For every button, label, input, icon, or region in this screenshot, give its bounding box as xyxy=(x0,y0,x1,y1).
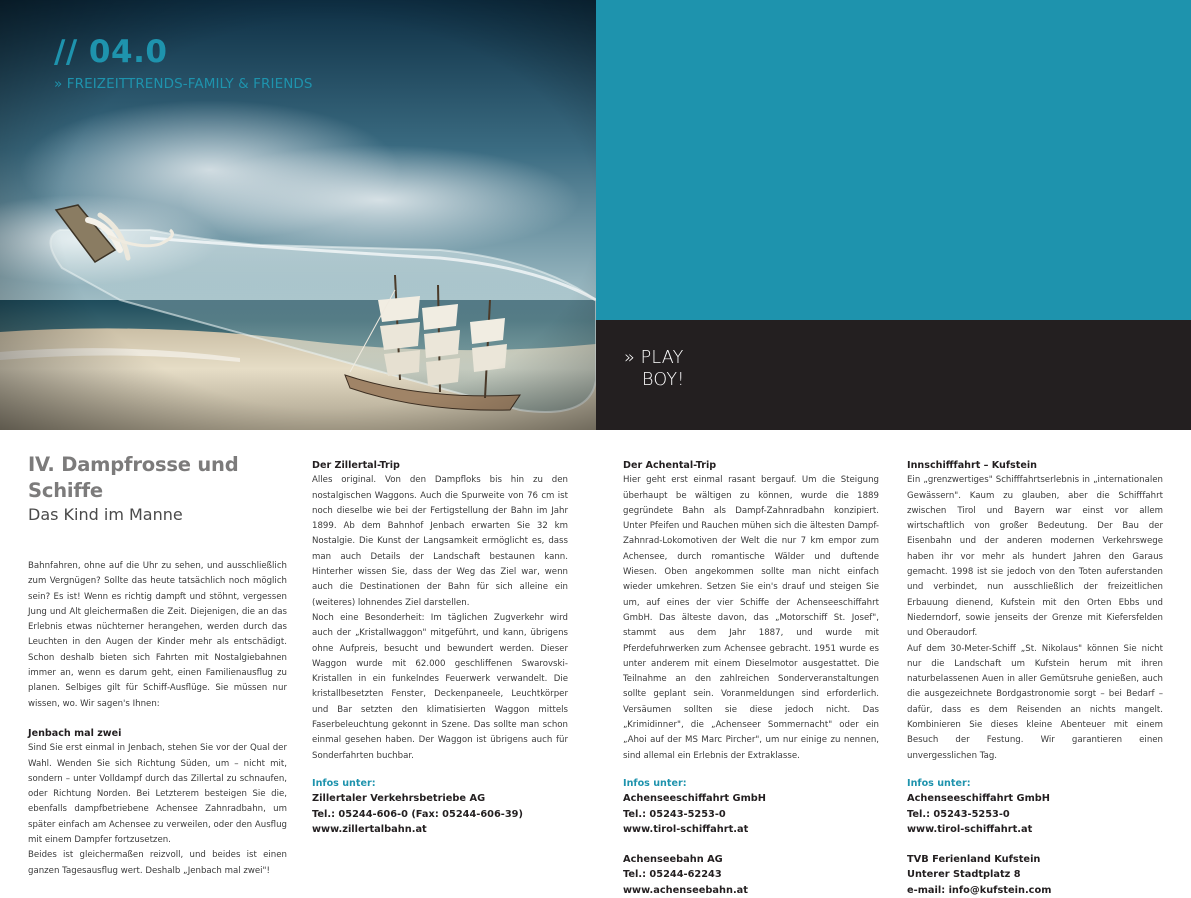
info-heading: Infos unter: xyxy=(312,777,376,789)
innschifffahrt-paragraph-2: Auf dem 30-Meter-Schiff „St. Nikolaus" können Sie nicht nur die Landschaft um Kufstein herum mit ihren naturbelassenen Auen in aller Gemütsruhe genießen, auch die ausgezeichnete Bordgastronomie sorgt – bei Bedarf – dafür, dass es dem Reisenden an nichts mangelt. Kombinieren Sie dieses kleine Abenteuer mit einem Besuch der Festung. Wir garantieren einen unvergesslichen Tag. xyxy=(907,643,1163,761)
innschifffahrt-paragraph-1: Ein „grenzwertiges" Schifffahrtserlebnis in „internationalen Gewässern". Kaum zu glauben, aber die Schifffahrt zwischen Tirol und Bayern war einst vor allem wirtschaftlich von großer Bedeutung. Der Bau der Eisenbahn und der anderen modernen Verkehrswege haben ihr vor mehr als hundert Jahren den Garaus gemacht. 1998 ist sie jedoch von den Toten auferstanden und verbindet, nun ausschließlich der freizeitlichen Erbauung dienend, Kufstein mit den Orten Ebbs und Niederndorf, sowie jenseits der Grenze mit Kiefersfelden und Oberaudorf. xyxy=(907,475,1163,639)
section-subtitle: » FREIZEITTRENDS-FAMILY & FRIENDS xyxy=(54,76,313,92)
info-heading: Infos unter: xyxy=(623,777,687,789)
section-heading-zillertal: Der Zillertal-Trip xyxy=(312,460,400,471)
section-number: // 04.0 xyxy=(54,34,168,70)
jenbach-paragraph-2: Beides ist gleichermaßen reizvoll, und beides ist einen ganzen Tagesausflug wert. Deshalb „Jenbach mal zwei"! xyxy=(28,850,287,876)
info-company: Achenseeschiffahrt GmbH xyxy=(907,793,1050,805)
info-company: Zillertaler Verkehrsbetriebe AG xyxy=(312,793,486,805)
info-company: Achenseebahn AG xyxy=(623,854,723,866)
info-website-link[interactable]: www.tirol-schiffahrt.at xyxy=(907,823,1033,835)
info-organization: TVB Ferienland Kufstein xyxy=(907,854,1041,866)
jenbach-paragraph-1: Sind Sie erst einmal in Jenbach, stehen Sie vor der Qual der Wahl. Wenden Sie sich Richtung Süden, um – nicht mit, sondern – unter Volldampf durch das Zillertal zu schnaufen, oder Richtung Norden. Bei Letzterem besteigen Sie die, ebenfalls dampfbetriebene Achensee Zahnradbahn, um später einfach am Achensee zu verweilen, oder den Ausflug mit einem Dampfer fortzusetzen. xyxy=(28,743,287,846)
play-boy-label xyxy=(624,347,684,391)
zillertal-paragraph-1: Alles original. Von den Dampfloks bis hin zu den nostalgischen Waggons. Auch die Spurweite von 76 cm ist noch dieselbe wie bei der Fertigstellung der Bahn im Jahr 1899. Ab dem Bahnhof Jenbach erwarten Sie 32 km Nostalgie. Die Kunst der Langsamkeit ermöglicht es, dass man auch Details der Landschaft bestaunen kann. Hinterher wissen Sie, dass der Weg das Ziel war, wenn auch die Destinationen der Bahn für sich alleine ein (weiteres) lohnendes Ziel darstellen. xyxy=(312,475,568,608)
zillertal-paragraph-2: Noch eine Besonderheit: Im täglichen Zugverkehr wird auch der „Kristallwaggon" mitgeführt, und kann, übrigens ohne Aufpreis, besucht und bewundert werden. Dieser Waggon wurde mit 62.000 geschliffenen Swarovski-Kristallen in ein funkelndes Feuerwerk verwandelt. Die kristallbesetzten Fenster, Deckenpaneele, Leuchtkörper und Bar setzten den klimatisierten Waggon mittels Faserbeleuchtung gekonnt in Szene. Das sollte man schon einmal gesehen haben. Der Waggon ist übrigens auch für Sonderfahrten buchbar. xyxy=(312,612,568,761)
intro-paragraph: Bahnfahren, ohne auf die Uhr zu sehen, und ausschließlich zum Vergnügen? Sollte das heute tatsächlich noch möglich sein? Es ist! Wenn es richtig dampft und stöhnt, vergessen Jung und Alt gleichermaßen die Zeit. Diejenigen, die an das Erlebnis etwas nüchterner herangehen, werden durch das Leuchten in den Augen der Kinder mehr als entschädigt. Schon deshalb bieten sich Fahrten mit Nostalgiebahnen immer an, wenn es darum geht, einen Familienausflug zu planen. Selbiges gilt für Schiff-Ausflüge. Sie müssen nur wissen, wo. Wir sagen's Ihnen: xyxy=(28,561,287,709)
column-1 xyxy=(28,452,287,879)
dark-color-block xyxy=(596,320,1191,430)
info-heading: Infos unter: xyxy=(907,777,971,789)
section-heading-jenbach: Jenbach mal zwei xyxy=(28,727,122,739)
info-website-link[interactable]: www.zillertalbahn.at xyxy=(312,823,427,835)
info-phone: Tel.: 05244-606-0 (Fax: 05244-606-39) xyxy=(312,808,523,820)
info-phone: Tel.: 05244-62243 xyxy=(623,869,722,881)
column-2 xyxy=(312,458,568,837)
info-address: Unterer Stadtplatz 8 xyxy=(907,869,1021,881)
info-website-link[interactable]: www.achenseebahn.at xyxy=(623,884,748,896)
achental-paragraph: Hier geht erst einmal rasant bergauf. Um die Steigung überhaupt be wältigen zu können, wurde die 1889 gegründete Bahn als Dampf-Zahnradbahn konzipiert. Unter Pfeifen und Rauchen mühen sich die ältesten Dampf-Zahnrad-Lokomotiven der Welt die nur 7 km empor zum Achensee, durch romantische Wälder und duftende Wiesen. Oben angekommen sollte man nicht einfach wieder umkehren. Setzen Sie ein's drauf und steigen Sie um, auf eines der vier Schiffe der Achenseeschiffahrt GmbH. Das älteste davon, das „Motorschiff St. Josef", stammt aus dem Jahr 1887, und wurde mit Pferdefuhrwerken zum Achensee gebracht. 1951 wurde es unter anderem mit einem Dieselmotor ausgestattet. Die Teilnahme an den zahlreichen Sonderveranstaltungen sollte geplant sein. Voranmeldungen sind erforderlich. Versäumen sollten sie diese jedoch nicht. Das „Krimidinner", die „Achenseer Sommernacht" oder ein „Ahoi auf der MS Marc Pircher", um nur einige zu nennen, sind allemal ein Erlebnis der Extraklasse. xyxy=(623,475,879,761)
article-title: IV. Dampfrosse und Schiffe xyxy=(28,453,239,502)
play-boy-line1: » PLAY xyxy=(624,348,684,368)
info-website-link[interactable]: www.tirol-schiffahrt.at xyxy=(623,823,749,835)
column-3 xyxy=(623,458,879,898)
play-boy-line2: BOY! xyxy=(642,370,685,390)
article-subtitle: Das Kind im Manne xyxy=(28,505,183,524)
teal-color-block xyxy=(596,0,1191,320)
info-company: Achenseeschiffahrt GmbH xyxy=(623,793,766,805)
section-heading-achental: Der Achental-Trip xyxy=(623,460,717,471)
info-phone: Tel.: 05243-5253-0 xyxy=(907,808,1010,820)
info-phone: Tel.: 05243-5253-0 xyxy=(623,808,726,820)
column-4 xyxy=(907,458,1163,898)
section-heading-innschifffahrt: Innschifffahrt – Kufstein xyxy=(907,460,1037,471)
info-email-link[interactable]: e-mail: info@kufstein.com xyxy=(907,884,1052,896)
